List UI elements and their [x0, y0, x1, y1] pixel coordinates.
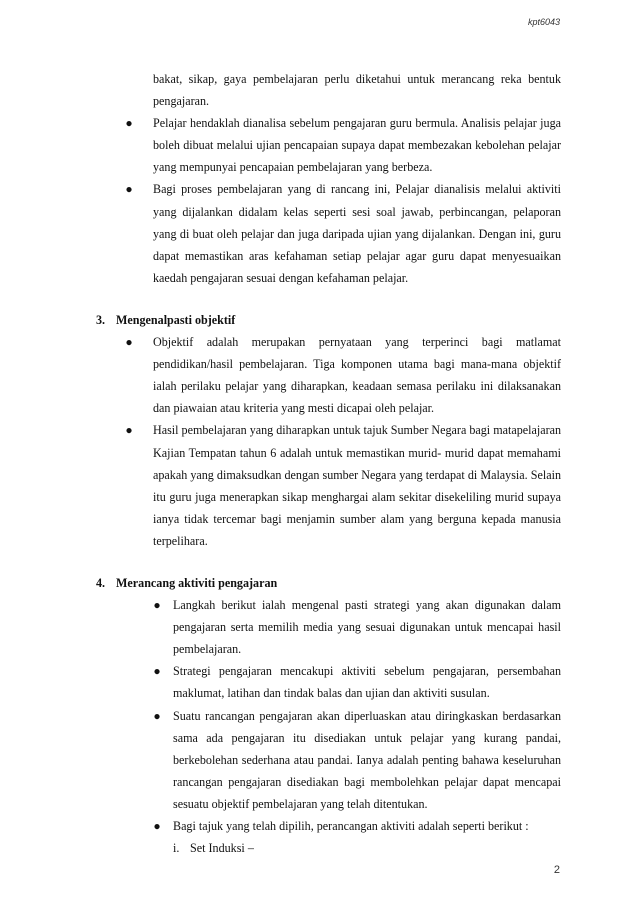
- list-item-text: Pelajar hendaklah dianalisa sebelum pengajaran guru bermula. Analisis pelajar juga boleh dibuat melalui ujian pencapaian supaya dapat membezakan kebolehan pelajar yang mempunyai pencapaian pembelajaran yang berbeza.: [153, 116, 561, 175]
- sub-item-text: Set Induksi –: [190, 841, 254, 856]
- list-item: [153, 594, 561, 660]
- list-item-text: Suatu rancangan pengajaran akan diperluaskan atau diringkaskan berdasarkan sama ada pengajaran itu disediakan untuk pelajar yang kurang pandai, berkebolehan sederhana atau pandai. Ianya adalah penting bahawa keseluruhan rancangan pengajaran disediakan bagi membolehkan pelajar dapat mencapai sesuatu objektif pembelajaran yang telah ditentukan.: [173, 708, 561, 811]
- page-number: 2: [553, 864, 560, 876]
- list-item: [125, 178, 561, 288]
- roman-sub-item: [173, 837, 638, 859]
- bullet-icon: ●: [125, 423, 133, 438]
- list-item-text: Langkah berikut ialah mengenal pasti strategi yang akan digunakan dalam pengajaran serta memilih media yang sesuai digunakan untuk mencapai hasil pembelajaran.: [173, 598, 561, 657]
- section-title: Merancang aktiviti pengajaran: [116, 575, 278, 590]
- list-item: [153, 815, 561, 837]
- list-item-text: Bagi tajuk yang telah dipilih, perancangan aktiviti adalah seperti berikut :: [173, 819, 529, 833]
- bullet-icon: ●: [153, 598, 161, 613]
- list-item: [125, 419, 562, 552]
- bullet-icon: ●: [125, 335, 133, 350]
- list-item: [125, 331, 561, 419]
- list-item: [125, 112, 561, 178]
- intro-continuation-paragraph: bakat, sikap, gaya pembelajaran perlu diketahui untuk merancang reka bentuk pengajaran.: [153, 72, 561, 109]
- list-item: [153, 705, 561, 815]
- section-number: 4.: [96, 575, 106, 590]
- section-number: 3.: [96, 312, 106, 327]
- section-4-heading: [96, 572, 638, 594]
- bullet-icon: ●: [125, 182, 133, 197]
- list-item-text: Objektif adalah merupakan pernyataan yang terperinci bagi matlamat pendidikan/hasil pembelajaran. Tiga komponen utama bagi mana-mana objektif ialah perilaku pelajar yang diharapkan, keadaan semasa perilaku ini dilaksanakan dan piawaian atau kriteria yang mesti dicapai oleh pelajar.: [153, 335, 561, 416]
- bullet-icon: ●: [153, 708, 161, 723]
- document-body: [0, 68, 638, 859]
- bullet-icon: ●: [125, 116, 133, 131]
- bullet-icon: ●: [153, 664, 161, 679]
- section-3-heading: [96, 309, 638, 331]
- list-item-text: Hasil pembelajaran yang diharapkan untuk tajuk Sumber Negara bagi matapelajaran Kajian Tempatan tahun 6 adalah untuk memastikan murid- murid dapat memahami apakah yang dimaksudkan dengan sumber Negara yang terdapat di Malaysia. Selain itu guru juga menerapkan sikap menghargai alam sekitar disekeliling murid supaya ianya tidak tercemar bagi menjamin sumber alam yang berguna kepada manusia terpelihara.: [153, 423, 562, 548]
- list-item: [153, 660, 561, 704]
- list-item-text: Bagi proses pembelajaran yang di rancang ini, Pelajar dianalisis melalui aktiviti yang dijalankan didalam kelas seperti sesi soal jawab, perbincangan, pelaporan yang di buat oleh pelajar dan juga daripada ujian yang dijalankan. Dengan ini, guru dapat memastikan aras kefahaman setiap pelajar agar guru dapat menyesuaikan kaedah pengajaran sesuai dengan kefahaman pelajar.: [153, 182, 561, 285]
- bullet-icon: ●: [153, 819, 161, 833]
- list-item-text: Strategi pengajaran mencakupi aktiviti sebelum pengajaran, persembahan maklumat, latihan dan tindak balas dan ujian dan aktiviti susulan.: [173, 664, 561, 701]
- roman-numeral: i.: [173, 841, 180, 856]
- section-title: Mengenalpasti objektif: [116, 312, 236, 327]
- page-header-code: kpt6043: [527, 17, 560, 27]
